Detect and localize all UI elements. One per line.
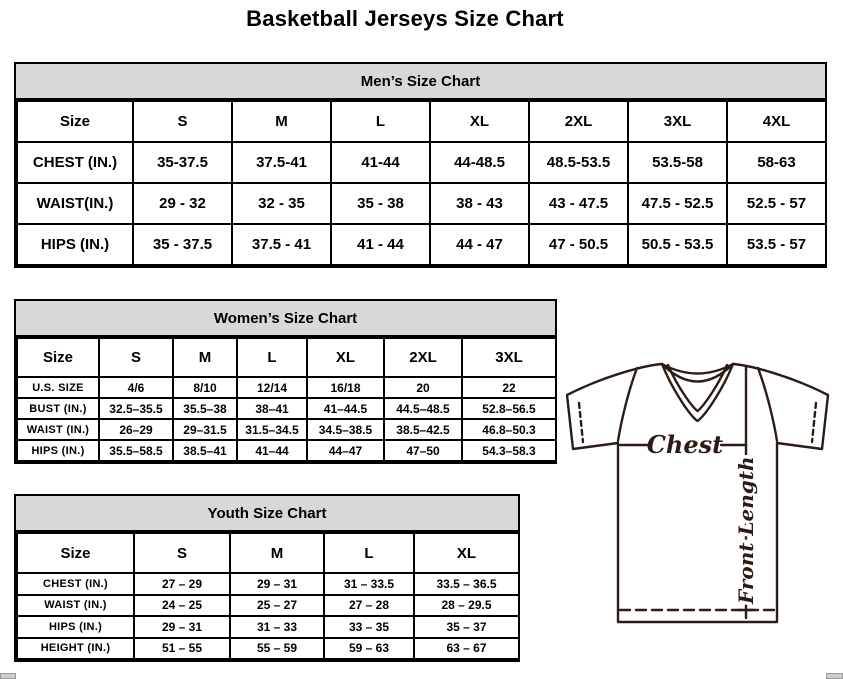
measurement-row [17, 183, 826, 224]
size-column-header: M [230, 533, 324, 573]
measurement-row [17, 224, 826, 265]
jersey-collar-inner [668, 365, 727, 411]
size-header-row [17, 338, 556, 377]
page-title: Basketball Jerseys Size Chart [246, 6, 564, 31]
size-value-cell: 44 - 47 [430, 224, 529, 265]
size-value-cell: 29 – 31 [134, 616, 230, 638]
size-value-cell: 35 - 37.5 [133, 224, 232, 265]
row-label: HIPS (IN.) [17, 224, 133, 265]
size-column-header: 3XL [462, 338, 556, 377]
measurement-row [17, 573, 519, 595]
row-label: HEIGHT (IN.) [17, 638, 134, 660]
size-value-cell: 34.5–38.5 [307, 419, 384, 440]
size-value-cell: 33.5 – 36.5 [414, 573, 519, 595]
jersey-left-cuff-dashes [579, 403, 583, 442]
size-value-cell: 29 – 31 [230, 573, 324, 595]
size-column-header: Size [17, 101, 133, 142]
size-value-cell: 25 – 27 [230, 595, 324, 617]
size-column-header: L [331, 101, 430, 142]
size-value-cell: 28 – 29.5 [414, 595, 519, 617]
jersey-right-cuff-dashes [812, 403, 816, 442]
size-value-cell: 52.5 - 57 [727, 183, 826, 224]
size-value-cell: 26–29 [99, 419, 173, 440]
size-value-cell: 24 – 25 [134, 595, 230, 617]
size-column-header: M [173, 338, 237, 377]
size-value-cell: 20 [384, 377, 462, 398]
measurement-row [17, 595, 519, 617]
mens-table-title: Men’s Size Chart [16, 64, 825, 100]
row-label: CHEST (IN.) [17, 573, 134, 595]
size-value-cell: 31 – 33.5 [324, 573, 414, 595]
row-label: CHEST (IN.) [17, 142, 133, 183]
size-value-cell: 33 – 35 [324, 616, 414, 638]
row-label: WAIST (IN.) [17, 419, 99, 440]
size-value-cell: 53.5-58 [628, 142, 727, 183]
size-value-cell: 35 – 37 [414, 616, 519, 638]
size-column-header: S [99, 338, 173, 377]
size-value-cell: 43 - 47.5 [529, 183, 628, 224]
womens-size-table [14, 299, 557, 464]
size-column-header: Size [17, 338, 99, 377]
size-header-row [17, 101, 826, 142]
jersey-outline-svg [558, 352, 843, 647]
size-column-header: L [324, 533, 414, 573]
size-column-header: Size [17, 533, 134, 573]
size-value-cell: 46.8–50.3 [462, 419, 556, 440]
measurement-row [17, 142, 826, 183]
size-column-header: 2XL [529, 101, 628, 142]
horizontal-scrollbar-left-edge[interactable] [0, 673, 16, 679]
size-value-cell: 53.5 - 57 [727, 224, 826, 265]
youth-table-title: Youth Size Chart [16, 496, 518, 532]
size-value-cell: 47 - 50.5 [529, 224, 628, 265]
size-value-cell: 41–44 [237, 440, 307, 461]
row-label: U.S. SIZE [17, 377, 99, 398]
row-label: HIPS (IN.) [17, 616, 134, 638]
measurement-row [17, 440, 556, 461]
size-value-cell: 44-48.5 [430, 142, 529, 183]
size-column-header: XL [414, 533, 519, 573]
size-value-cell: 31 – 33 [230, 616, 324, 638]
row-label: WAIST(IN.) [17, 183, 133, 224]
row-label: HIPS (IN.) [17, 440, 99, 461]
size-value-cell: 22 [462, 377, 556, 398]
youth-size-table [14, 494, 520, 662]
size-value-cell: 31.5–34.5 [237, 419, 307, 440]
size-value-cell: 32.5–35.5 [99, 398, 173, 419]
size-value-cell: 54.3–58.3 [462, 440, 556, 461]
mens-size-grid [16, 100, 827, 266]
size-value-cell: 35.5–38 [173, 398, 237, 419]
size-column-header: 2XL [384, 338, 462, 377]
size-value-cell: 29–31.5 [173, 419, 237, 440]
jersey-body-outline [567, 364, 828, 622]
size-value-cell: 58-63 [727, 142, 826, 183]
size-value-cell: 35-37.5 [133, 142, 232, 183]
size-value-cell: 44–47 [307, 440, 384, 461]
size-value-cell: 35 - 38 [331, 183, 430, 224]
size-value-cell: 44.5–48.5 [384, 398, 462, 419]
measurement-row [17, 638, 519, 660]
size-value-cell: 59 – 63 [324, 638, 414, 660]
row-label: BUST (IN.) [17, 398, 99, 419]
mens-size-table [14, 62, 827, 268]
front-length-label: Front Length [734, 456, 758, 604]
jersey-right-seam [758, 368, 777, 441]
size-column-header: XL [307, 338, 384, 377]
size-value-cell: 41–44.5 [307, 398, 384, 419]
size-column-header: 3XL [628, 101, 727, 142]
womens-size-grid [16, 337, 557, 462]
size-value-cell: 47–50 [384, 440, 462, 461]
measurement-row [17, 398, 556, 419]
size-value-cell: 37.5 - 41 [232, 224, 331, 265]
size-value-cell: 32 - 35 [232, 183, 331, 224]
size-value-cell: 27 – 29 [134, 573, 230, 595]
size-value-cell: 38–41 [237, 398, 307, 419]
measurement-row [17, 616, 519, 638]
size-value-cell: 41 - 44 [331, 224, 430, 265]
row-label: WAIST (IN.) [17, 595, 134, 617]
size-value-cell: 38.5–42.5 [384, 419, 462, 440]
size-value-cell: 51 – 55 [134, 638, 230, 660]
size-column-header: XL [430, 101, 529, 142]
size-value-cell: 27 – 28 [324, 595, 414, 617]
size-value-cell: 50.5 - 53.5 [628, 224, 727, 265]
horizontal-scrollbar-right-edge[interactable] [826, 673, 843, 679]
chest-label: Chest [646, 430, 724, 459]
youth-size-grid [16, 532, 520, 660]
size-value-cell: 38.5–41 [173, 440, 237, 461]
size-column-header: L [237, 338, 307, 377]
size-value-cell: 4/6 [99, 377, 173, 398]
size-value-cell: 16/18 [307, 377, 384, 398]
size-value-cell: 52.8–56.5 [462, 398, 556, 419]
size-value-cell: 38 - 43 [430, 183, 529, 224]
size-value-cell: 35.5–58.5 [99, 440, 173, 461]
size-value-cell: 55 – 59 [230, 638, 324, 660]
size-header-row [17, 533, 519, 573]
measurement-row [17, 377, 556, 398]
size-value-cell: 29 - 32 [133, 183, 232, 224]
measurement-row [17, 419, 556, 440]
womens-table-title: Women’s Size Chart [16, 301, 555, 337]
size-column-header: M [232, 101, 331, 142]
size-column-header: S [133, 101, 232, 142]
size-column-header: 4XL [727, 101, 826, 142]
size-value-cell: 41-44 [331, 142, 430, 183]
size-column-header: S [134, 533, 230, 573]
jersey-left-seam [618, 368, 637, 441]
size-value-cell: 8/10 [173, 377, 237, 398]
size-value-cell: 63 – 67 [414, 638, 519, 660]
size-value-cell: 12/14 [237, 377, 307, 398]
size-value-cell: 48.5-53.5 [529, 142, 628, 183]
size-value-cell: 47.5 - 52.5 [628, 183, 727, 224]
size-value-cell: 37.5-41 [232, 142, 331, 183]
jersey-diagram [558, 352, 843, 647]
